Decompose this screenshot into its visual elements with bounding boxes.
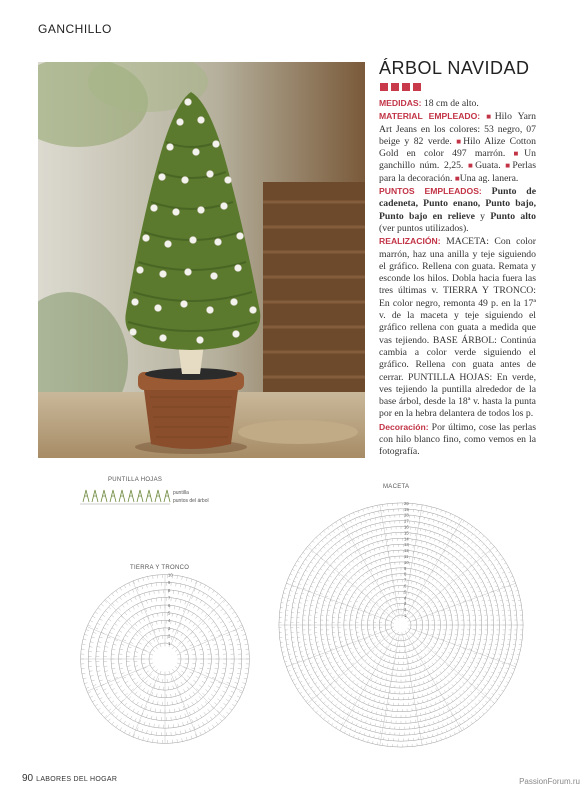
row-label: 4 bbox=[404, 595, 407, 601]
material-1: Hilo Yarn Art Jeans en los colores: 53 negro, 07 beige y 82 verde. bbox=[379, 111, 536, 147]
puntilla-legend-2: puntos del árbol bbox=[173, 498, 209, 504]
section-label: GANCHILLO bbox=[38, 22, 112, 36]
puntos-label: PUNTOS EMPLEADOS: bbox=[379, 186, 482, 197]
row-label: 5 bbox=[168, 610, 171, 616]
maceta-diagram bbox=[281, 495, 523, 757]
article-title: ÁRBOL NAVIDAD bbox=[379, 58, 530, 78]
row-label: 15 bbox=[404, 530, 409, 536]
puntos-tail: (ver puntos utilizados). bbox=[379, 222, 469, 234]
row-label: 2 bbox=[168, 633, 171, 639]
row-label: 1 bbox=[404, 613, 407, 618]
row-label: 17 bbox=[404, 518, 409, 524]
puntilla-diagram bbox=[80, 486, 172, 508]
realizacion-text: MACETA: Con color marrón, haz una anilla y teje siguiendo el gráfico. Rellena con guata. Remata y esconde los hilos. Dobla hacia fuera las tres últimas v. TIERRA Y TRONCO: En color negro, remonta 49 p. en la 17ª v. de la maceta y teje siguiendo el gráfico rellena con guata a medida que vas tejiendo. BASE ÁRBOL: Continúa cambia a color verde siguiendo el gráfico. Rellena con guata antes de cerrar. PUNTILLA HOJAS: En verde, ves tejiendo la puntilla alrededor de la base árbol, desde la 18ª v. hasta la punta por en la hebra delantera de todos los p. bbox=[379, 236, 536, 420]
row-label: 11 bbox=[404, 554, 409, 559]
row-label: 8 bbox=[404, 571, 407, 577]
watermark: PassionForum.ru bbox=[519, 777, 580, 786]
row-label: 6 bbox=[168, 603, 171, 608]
material-5: Perlas para la decoración. bbox=[379, 160, 537, 184]
magazine-name: LABORES DEL HOGAR bbox=[36, 776, 118, 783]
row-label: 7 bbox=[168, 595, 171, 601]
decoracion-text: Por último, cose las perlas con hilo blanco fino, como vemos en la fotografía. bbox=[379, 421, 536, 458]
row-label: 14 bbox=[404, 536, 409, 542]
material-2: Hilo Alize Cotton Gold en color 497 marrón. bbox=[379, 135, 536, 160]
puntos-bold: Punto de cadeneta, Punto enano, Punto bajo, Punto bajo en relieve bbox=[379, 186, 536, 222]
row-label: 4 bbox=[168, 618, 171, 624]
tree-photo bbox=[38, 62, 365, 458]
row-label: 9 bbox=[168, 580, 171, 586]
tierra-title: TIERRA Y TRONCO bbox=[130, 565, 190, 571]
row-label: 3 bbox=[168, 625, 171, 631]
row-label: 6 bbox=[404, 583, 407, 589]
material-label: MATERIAL EMPLEADO: bbox=[379, 111, 481, 122]
row-label: 3 bbox=[404, 601, 407, 607]
row-label: 5 bbox=[404, 589, 407, 595]
row-label: 2 bbox=[404, 607, 407, 613]
tree-illustration bbox=[38, 62, 365, 458]
row-label: 1 bbox=[168, 641, 171, 646]
realizacion-label: REALIZACIÓN: bbox=[379, 236, 441, 247]
medidas-text: 18 cm de alto. bbox=[421, 98, 479, 109]
material-4: Guata. bbox=[475, 160, 501, 172]
row-label: 10 bbox=[404, 559, 409, 565]
decoracion-label: Decoración: bbox=[379, 421, 429, 432]
page-number: 90 bbox=[22, 773, 34, 784]
article-body: MEDIDAS: 18 cm de alto. MATERIAL EMPLEADO: ■Hilo Yarn Art Jeans en los colores: 53 negro, 07 beige y 82 verde. ■Hilo Alize Cotton Gold en color 497 marrón. ■Un ganchillo núm. 2,25. ■Guata. ■Perlas para la decoración. ■Una ag. lanera. PUNTOS EMPLEADOS: Punto de cadeneta, Punto enano, Punto bajo, Punto bajo en relieve y Punto alto (ver puntos utilizados). REALIZACIÓN: MACETA: Con color marrón, haz una anilla y teje siguiendo el gráfico. Rellena con guata. Remata y esconde los hilos. Dobla hacia fuera las tres últimas v. TIERRA Y TRONCO: En color negro, remonta 49 p. en la 17ª v. de la maceta y teje siguiendo el gráfico rellena con guata a medida que vas tejiendo. BASE ÁRBOL: Continúa cambia a color verde siguiendo el gráfico. Rellena con guata antes de cerrar. PUNTILLA HOJAS: En verde, ves tejiendo la puntilla alrededor de la base árbol, desde la 18ª v. hasta la punta por en la hebra delantera de todos los p. Decoración: Por último, cose las perlas con hilo blanco fino, como vemos en la fotografía. bbox=[379, 98, 537, 458]
puntos-y: y bbox=[474, 210, 491, 222]
row-label: 13 bbox=[404, 542, 409, 548]
maceta-title: MACETA bbox=[383, 484, 410, 490]
medidas-label: MEDIDAS: bbox=[379, 98, 422, 108]
puntos-bold-2: Punto alto bbox=[490, 210, 536, 222]
row-label: 7 bbox=[404, 577, 407, 583]
puntilla-title: PUNTILLA HOJAS bbox=[108, 477, 163, 483]
row-label: 20 bbox=[404, 500, 409, 506]
row-label: 12 bbox=[404, 548, 409, 554]
material-3: Un ganchillo núm. 2,25. bbox=[379, 148, 536, 172]
tierra-diagram bbox=[80, 574, 250, 744]
row-label: 9 bbox=[404, 565, 407, 571]
puntilla-legend-1: puntilla bbox=[173, 490, 189, 496]
footer bbox=[22, 773, 117, 784]
row-label: 16 bbox=[404, 524, 409, 530]
row-label: 19 bbox=[404, 506, 409, 512]
material-6: Una ag. lanera. bbox=[459, 172, 519, 184]
row-label: 18 bbox=[404, 512, 409, 518]
chart-ring bbox=[149, 643, 181, 675]
chart-ring bbox=[391, 615, 411, 635]
row-label: 8 bbox=[168, 587, 171, 593]
title-decoration bbox=[380, 83, 421, 91]
row-label: 10 bbox=[168, 572, 173, 578]
